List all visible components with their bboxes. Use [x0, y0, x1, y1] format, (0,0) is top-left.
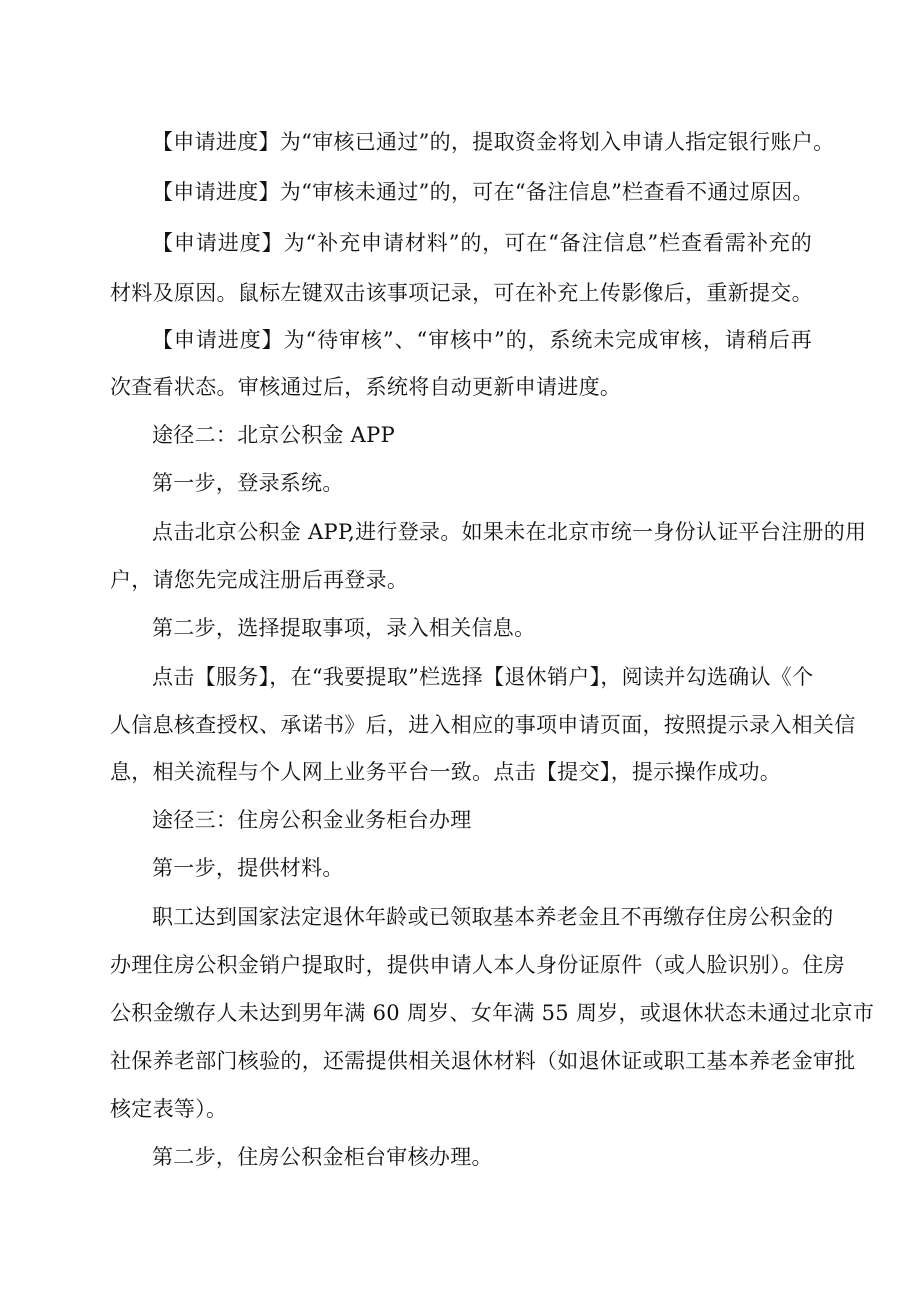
para-materials-line-1: 职工达到国家法定退休年龄或已领取基本养老金且不再缴存住房公积金的	[152, 905, 834, 929]
para-materials-line-4: 社保养老部门核验的，还需提供相关退休材料（如退休证或职工基本养老金审批	[110, 1049, 856, 1073]
para-approved-line-1: 【申请进度】为“审核已通过”的，提取资金将划入申请人指定银行账户。	[152, 130, 835, 154]
para-service-line-3: 息，相关流程与个人网上业务平台一致。点击【提交】，提示操作成功。	[110, 760, 782, 784]
para-rejected-line-1: 【申请进度】为“审核未通过”的，可在“备注信息”栏查看不通过原因。	[152, 180, 814, 204]
step-one-login: 第一步，登录系统。	[152, 471, 344, 495]
para-pending-line-1: 【申请进度】为“待审核”、“审核中”的，系统未完成审核，请稍后再	[152, 328, 812, 352]
para-materials-line-2: 办理住房公积金销户提取时，提供申请人本人身份证原件（或人脸识别）。住房	[110, 953, 845, 977]
heading-route-two: 途径二：北京公积金 APP	[152, 423, 395, 447]
para-supplement-line-1: 【申请进度】为“补充申请材料”的，可在“备注信息”栏查看需补充的	[152, 231, 812, 255]
para-service-line-1: 点击【服务】，在“我要提取”栏选择【退休销户】，阅读并勾选确认《个	[152, 665, 814, 689]
step-one-materials: 第一步，提供材料。	[152, 856, 344, 880]
para-materials-line-3: 公积金缴存人未达到男年满 60 周岁、女年满 55 周岁，或退休状态未通过北京市	[110, 1001, 875, 1025]
para-login-line-2: 户，请您先完成注册后再登录。	[110, 568, 409, 592]
para-login-line-1: 点击北京公积金 APP,进行登录。如果未在北京市统一身份认证平台注册的用	[152, 520, 867, 544]
step-two-select: 第二步，选择提取事项，录入相关信息。	[152, 616, 536, 640]
para-supplement-line-2: 材料及原因。鼠标左键双击该事项记录，可在补充上传影像后，重新提交。	[110, 281, 813, 305]
para-materials-line-5: 核定表等）。	[110, 1097, 228, 1121]
heading-route-three: 途径三：住房公积金业务柜台办理	[152, 808, 472, 832]
para-pending-line-2: 次查看状态。审核通过后，系统将自动更新申请进度。	[110, 375, 622, 399]
para-service-line-2: 人信息核查授权、承诺书》后，进入相应的事项申请页面，按照提示录入相关信	[110, 713, 856, 737]
step-two-counter: 第二步，住房公积金柜台审核办理。	[152, 1145, 493, 1169]
